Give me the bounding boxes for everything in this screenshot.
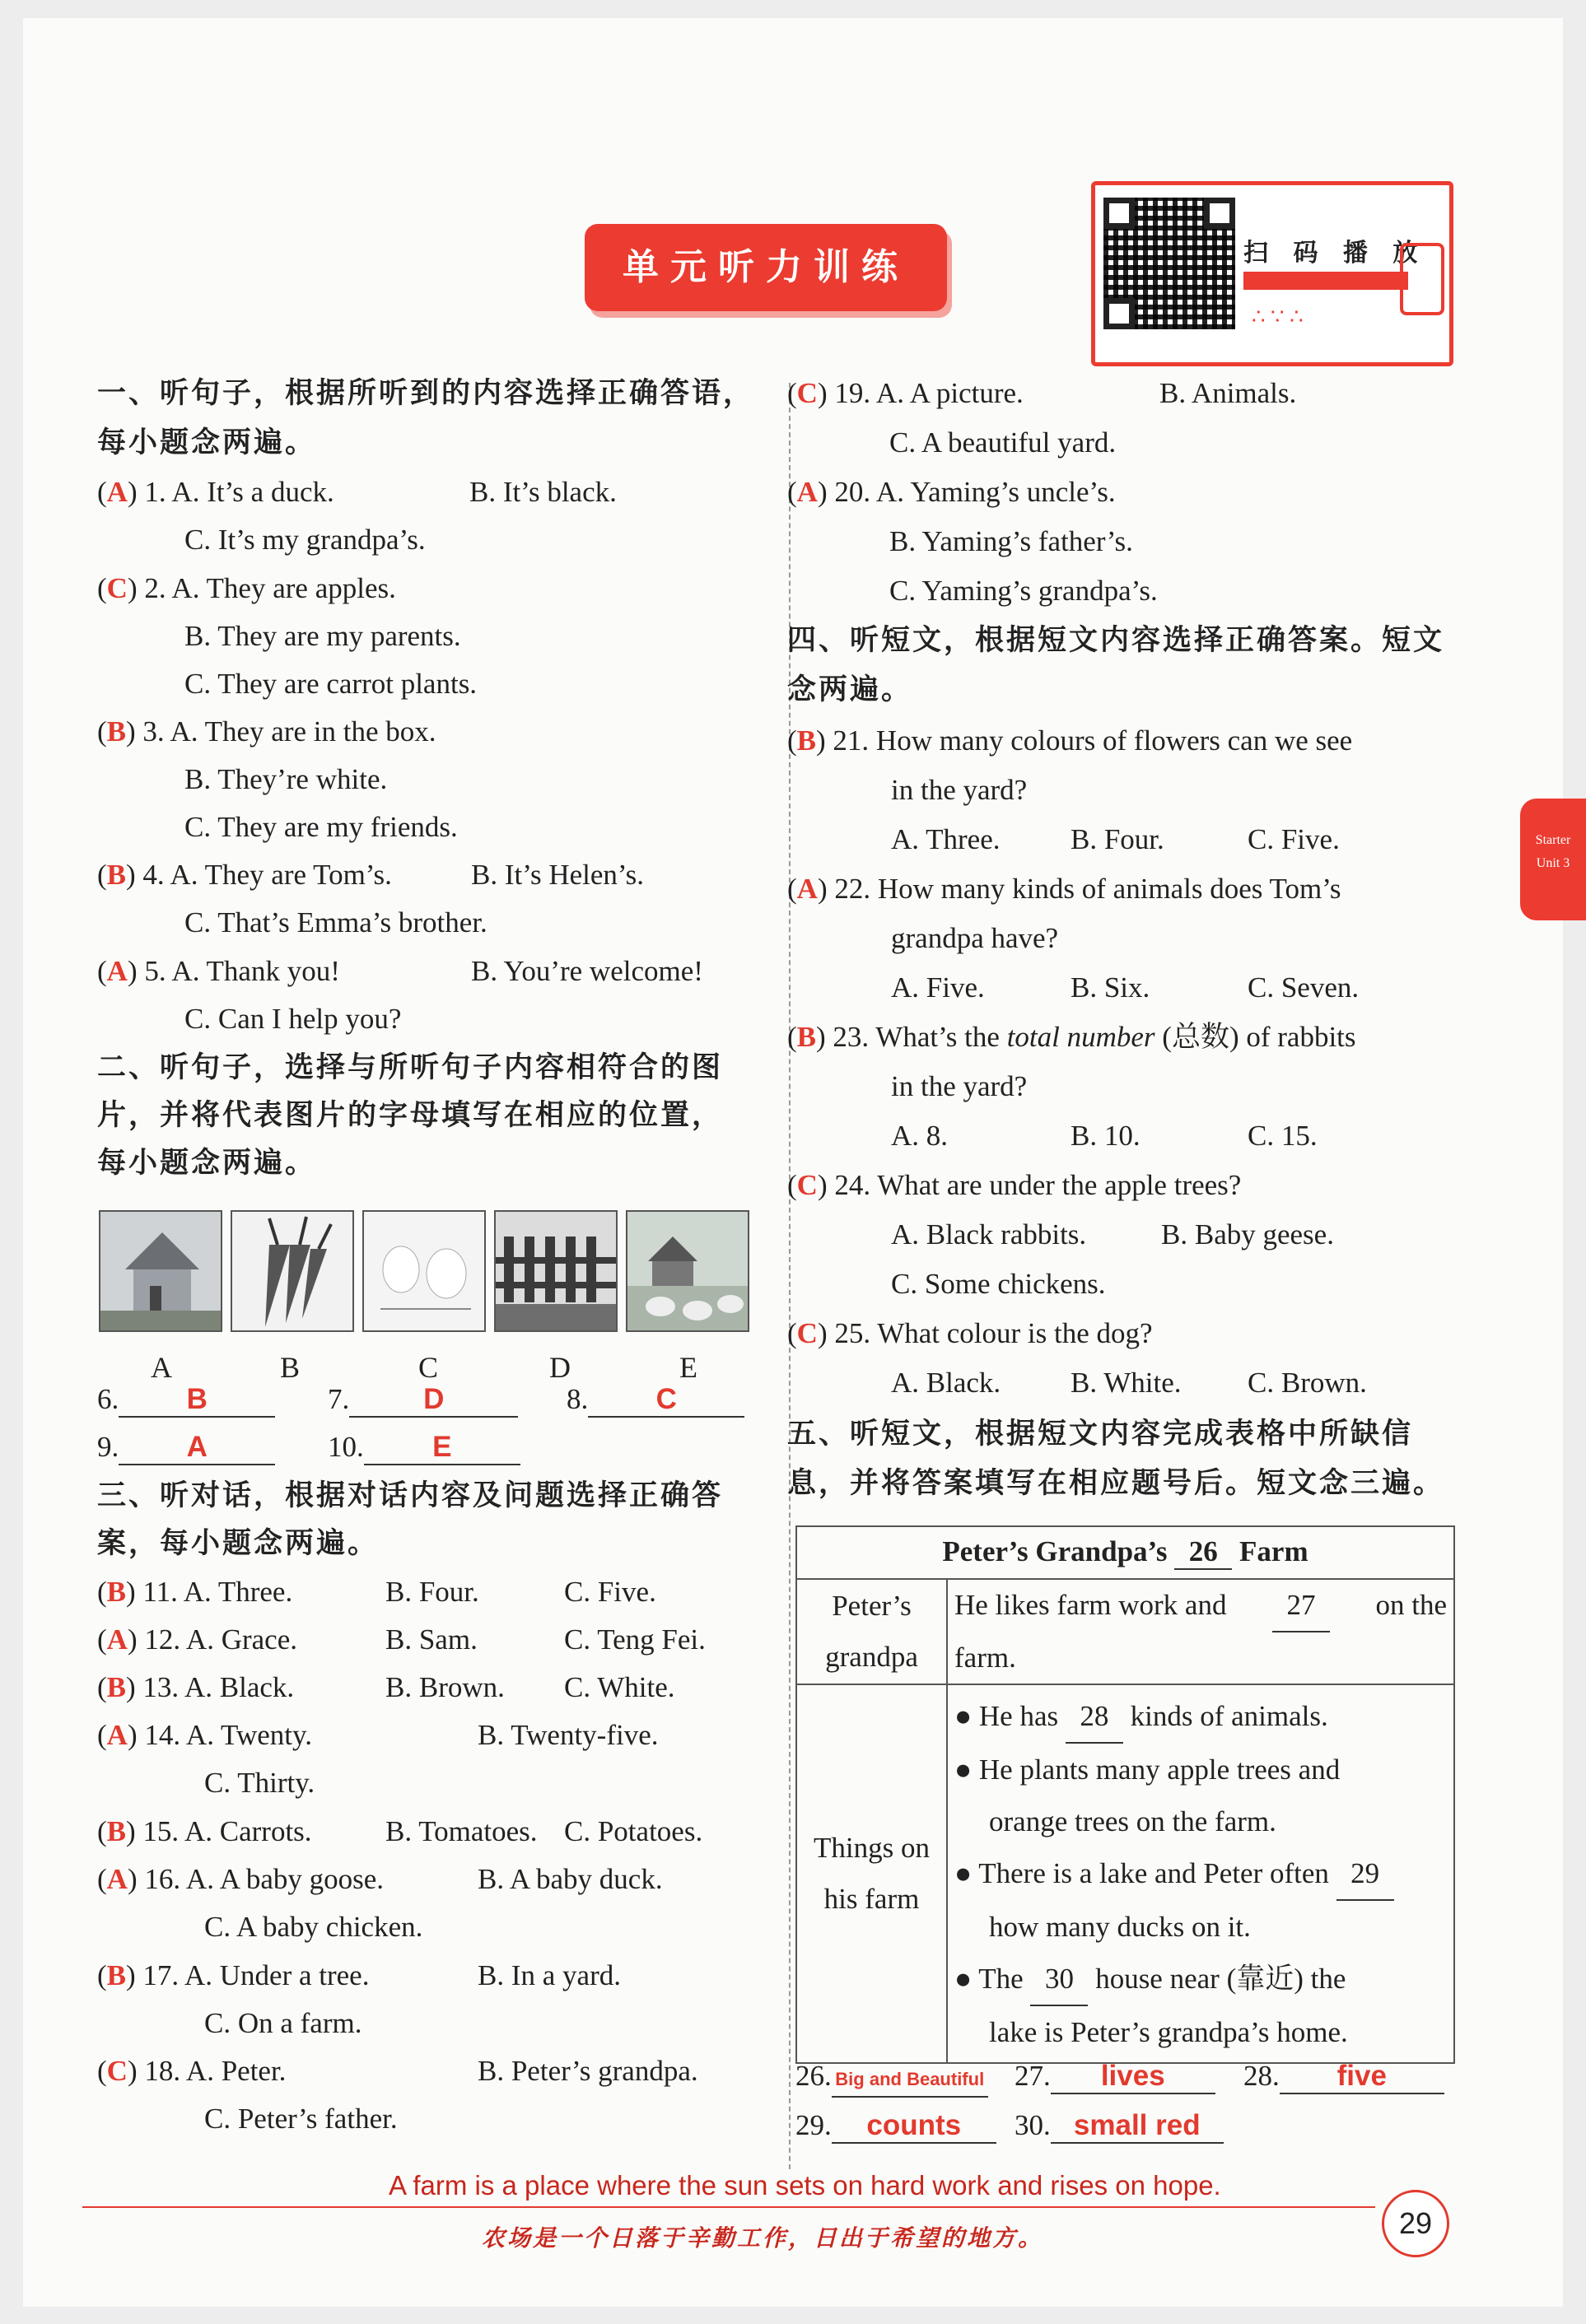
q22-option-a: A. Five. xyxy=(891,971,985,1004)
picture-label-d: D xyxy=(549,1351,571,1384)
q14-option-b: B. Twenty-five. xyxy=(478,1719,659,1751)
page-number: 29 xyxy=(1382,2190,1449,2257)
question-25: (C) 25. What colour is the dog? xyxy=(787,1317,1153,1349)
q23-option-a: A. 8. xyxy=(891,1120,949,1152)
phone-icon xyxy=(1400,243,1444,315)
q12-option-c: C. Teng Fei. xyxy=(564,1623,706,1656)
farm-table xyxy=(795,1525,1455,2064)
q2-option-b: B. They are my parents. xyxy=(184,620,461,652)
q5-option-c: C. Can I help you? xyxy=(184,1003,402,1035)
question-16: (A) 16. A. A baby goose. xyxy=(97,1863,385,1895)
answer-8[interactable]: C xyxy=(588,1383,744,1418)
q12-option-b: B. Sam. xyxy=(385,1623,478,1656)
section2-title: 每小题念两遍。 xyxy=(97,1147,317,1180)
scan-sub-bar xyxy=(1243,272,1408,290)
q21-line2: in the yard? xyxy=(891,774,1028,806)
row2-content xyxy=(947,1684,1454,2063)
q24-option-c: C. Some chickens. xyxy=(891,1268,1106,1300)
q21-option-c: C. Five. xyxy=(1248,823,1340,855)
section3-title: 案，每小题念两遍。 xyxy=(97,1527,380,1560)
picture-d-fence-garden xyxy=(494,1210,618,1332)
question-15: (B) 15. A. Carrots. xyxy=(97,1815,312,1847)
q16-option-c: C. A baby chicken. xyxy=(204,1911,423,1943)
table-blank-28: 28 xyxy=(1066,1690,1123,1744)
question-24: (C) 24. What are under the apple trees? xyxy=(787,1169,1242,1201)
question-13: (B) 13. A. Black. xyxy=(97,1671,295,1703)
section1-title: 每小题念两遍。 xyxy=(97,426,317,459)
question-18: (C) 18. A. Peter. xyxy=(97,2055,287,2087)
q4-option-c: C. That’s Emma’s brother. xyxy=(184,906,487,938)
qr-code-icon[interactable] xyxy=(1103,198,1235,329)
question-12: (A) 12. A. Grace. xyxy=(97,1623,297,1656)
question-14: (A) 14. A. Twenty. xyxy=(97,1719,313,1751)
answer-6[interactable]: B xyxy=(119,1383,275,1418)
section4-title: 念两遍。 xyxy=(787,673,913,706)
q21-option-a: A. Three. xyxy=(891,823,1001,855)
q23-line2: in the yard? xyxy=(891,1070,1028,1102)
bullet-3: ● There is a lake and Peter often 29 xyxy=(954,1847,1447,1901)
q18-option-b: B. Peter’s grandpa. xyxy=(478,2055,698,2087)
table-blank-26: 26 xyxy=(1174,1535,1232,1570)
answer-29[interactable]: counts xyxy=(832,2109,996,2144)
bullet-2-cont: orange trees on the farm. xyxy=(989,1805,1276,1837)
q22-line2: grandpa have? xyxy=(891,922,1059,954)
q3-option-c: C. They are my friends. xyxy=(184,811,458,843)
q24-option-a: A. Black rabbits. xyxy=(891,1218,1087,1250)
blank-6: 6. B xyxy=(97,1383,275,1418)
answer-30[interactable]: small red xyxy=(1051,2109,1224,2144)
q4-option-b: B. It’s Helen’s. xyxy=(471,859,644,891)
question-11: (B) 11. A. Three. xyxy=(97,1576,293,1608)
picture-label-a: A xyxy=(151,1351,172,1384)
footer-divider xyxy=(82,2206,1375,2208)
q13-option-b: B. Brown. xyxy=(385,1671,505,1703)
q23-option-b: B. 10. xyxy=(1071,1120,1141,1152)
answer-7[interactable]: D xyxy=(349,1383,518,1418)
table-blank-29: 29 xyxy=(1336,1847,1394,1901)
q14-option-c: C. Thirty. xyxy=(204,1767,315,1799)
q20-option-c: C. Yaming’s grandpa’s. xyxy=(889,575,1158,607)
row1-content: He likes farm work and 27 on the farm. xyxy=(947,1579,1454,1684)
section3-title: 三、听对话，根据对话内容及问题选择正确答 xyxy=(97,1479,724,1512)
question-23: (B) 23. What’s the total number (总数) of rabbits xyxy=(787,1021,1356,1053)
bullet-3-cont: how many ducks on it. xyxy=(989,1910,1251,1943)
q1-option-c: C. It’s my grandpa’s. xyxy=(184,524,426,556)
blank-27: 27. lives xyxy=(1015,2060,1215,2094)
q11-option-b: B. Four. xyxy=(385,1576,479,1608)
picture-c-chicks xyxy=(362,1210,486,1332)
question-17: (B) 17. A. Under a tree. xyxy=(97,1959,370,1991)
q18-option-c: C. Peter’s father. xyxy=(204,2103,398,2135)
q23-option-c: C. 15. xyxy=(1248,1120,1318,1152)
footer-quote-cn: 农场是一个日落于辛勤工作，日出于希望的地方。 xyxy=(482,2224,1044,2252)
table-header: Peter’s Grandpa’s 26 Farm xyxy=(796,1526,1454,1579)
bullet-4-cont: lake is Peter’s grandpa’s home. xyxy=(989,2015,1348,2048)
decoration-icon: ∴ ∵ ∴ xyxy=(1252,305,1304,328)
section1-title: 一、听句子，根据所听到的内容选择正确答语， xyxy=(97,377,755,410)
section2-title: 二、听句子，选择与所听句子内容相符合的图 xyxy=(97,1051,724,1084)
q20-option-b: B. Yaming’s father’s. xyxy=(889,525,1133,557)
q24-option-b: B. Baby geese. xyxy=(1161,1218,1334,1250)
q17-option-c: C. On a farm. xyxy=(204,2007,362,2039)
q13-option-c: C. White. xyxy=(564,1671,675,1703)
q19-option-b: B. Animals. xyxy=(1159,377,1297,409)
blank-28: 28. five xyxy=(1243,2060,1444,2094)
question-19: (C) 19. A. A picture. xyxy=(787,377,1024,409)
blank-26: 26. Big and Beautiful xyxy=(795,2060,988,2098)
unit-side-tab: Starter Unit 3 xyxy=(1520,799,1586,920)
picture-label-e: E xyxy=(679,1351,697,1384)
q25-option-b: B. White. xyxy=(1071,1367,1182,1399)
q11-option-c: C. Five. xyxy=(564,1576,656,1608)
q15-option-b: B. Tomatoes. xyxy=(385,1815,538,1847)
question-20: (A) 20. A. Yaming’s uncle’s. xyxy=(787,476,1116,508)
scan-to-play-label: 扫 码 播 放 xyxy=(1243,239,1426,268)
section4-title: 四、听短文，根据短文内容选择正确答案。短文 xyxy=(787,624,1445,657)
q5-option-b: B. You’re welcome! xyxy=(471,955,703,987)
picture-e-farm-animals xyxy=(626,1210,749,1332)
question-2: (C) 2. A. They are apples. xyxy=(97,572,396,604)
q25-option-c: C. Brown. xyxy=(1248,1367,1367,1399)
row1-label: Peter’s grandpa xyxy=(796,1579,947,1684)
blank-7: 7. D xyxy=(328,1383,518,1418)
q19-option-c: C. A beautiful yard. xyxy=(889,426,1117,459)
section2-title: 片，并将代表图片的字母填写在相应的位置， xyxy=(97,1099,724,1132)
question-4: (B) 4. A. They are Tom’s. xyxy=(97,859,392,891)
q2-option-c: C. They are carrot plants. xyxy=(184,668,478,700)
q15-option-c: C. Potatoes. xyxy=(564,1815,703,1847)
blank-30: 30. small red xyxy=(1015,2109,1224,2144)
blank-10: 10. E xyxy=(328,1431,520,1465)
bullet-4: ● The 30 house near (靠近) the xyxy=(954,1953,1447,2006)
answer-9[interactable]: A xyxy=(119,1431,275,1465)
q22-option-c: C. Seven. xyxy=(1248,971,1360,1004)
table-blank-27: 27 xyxy=(1272,1580,1330,1632)
answer-27[interactable]: lives xyxy=(1051,2060,1215,2094)
q3-option-b: B. They’re white. xyxy=(184,763,388,795)
picture-label-c: C xyxy=(418,1351,439,1384)
q25-option-a: A. Black. xyxy=(891,1367,1001,1399)
question-21: (B) 21. How many colours of flowers can we see xyxy=(787,724,1353,757)
picture-label-b: B xyxy=(280,1351,301,1384)
q17-option-b: B. In a yard. xyxy=(478,1959,621,1991)
answer-10[interactable]: E xyxy=(364,1431,520,1465)
section5-title: 息，并将答案填写在相应题号后。短文念三遍。 xyxy=(787,1467,1445,1500)
answer-26[interactable]: Big and Beautiful xyxy=(832,2063,988,2098)
question-5: (A) 5. A. Thank you! xyxy=(97,955,340,987)
q21-option-b: B. Four. xyxy=(1071,823,1164,855)
q16-option-b: B. A baby duck. xyxy=(478,1863,663,1895)
row2-label: Things on his farm xyxy=(796,1684,947,2063)
picture-a-house xyxy=(99,1210,222,1332)
answer-28[interactable]: five xyxy=(1280,2060,1444,2094)
question-3: (B) 3. A. They are in the box. xyxy=(97,715,436,747)
section-banner: 单元听力训练 xyxy=(585,224,947,311)
q1-option-b: B. It’s black. xyxy=(469,476,617,508)
question-1: (A) 1. A. It’s a duck. xyxy=(97,476,334,508)
bullet-2: ● He plants many apple trees and xyxy=(954,1753,1341,1786)
blank-8: 8. C xyxy=(567,1383,744,1418)
section5-title: 五、听短文，根据短文内容完成表格中所缺信 xyxy=(787,1418,1414,1451)
bullet-1: ● He has 28 kinds of animals. xyxy=(954,1690,1447,1744)
question-22: (A) 22. How many kinds of animals does Tom’s xyxy=(787,873,1341,905)
blank-9: 9. A xyxy=(97,1431,275,1465)
picture-b-carrots xyxy=(231,1210,354,1332)
footer-quote-en: A farm is a place where the sun sets on hard work and rises on hope. xyxy=(389,2170,1221,2201)
table-blank-30: 30 xyxy=(1030,1953,1088,2006)
q22-option-b: B. Six. xyxy=(1071,971,1150,1004)
blank-29: 29. counts xyxy=(795,2109,996,2144)
